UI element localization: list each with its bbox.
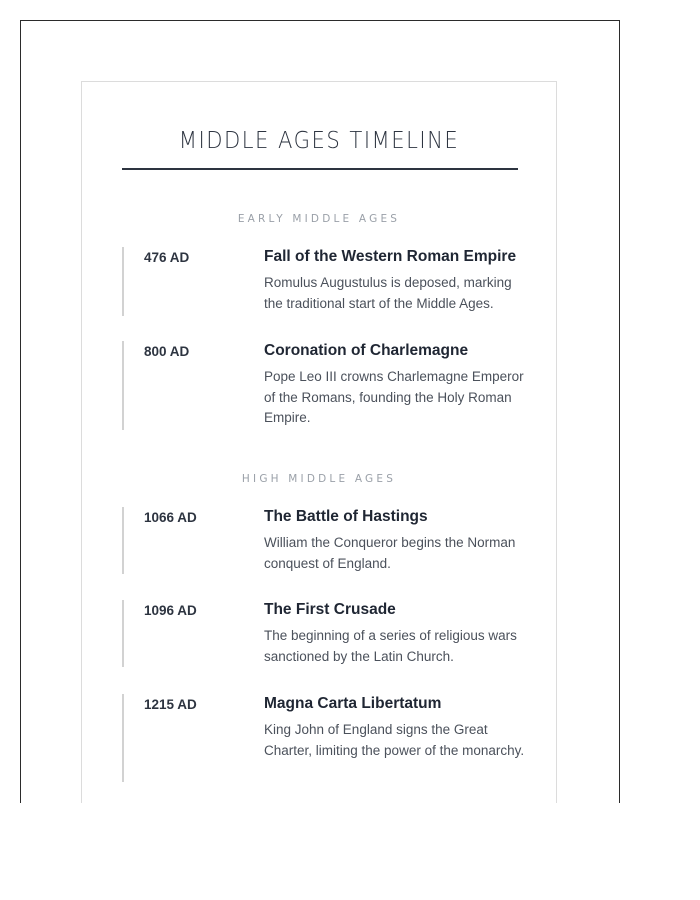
title-divider bbox=[122, 168, 518, 170]
timeline-event bbox=[122, 341, 524, 430]
event-description: King John of England signs the Great Charter, limiting the power of the monarchy. bbox=[264, 722, 525, 758]
timeline-card bbox=[81, 81, 557, 803]
timeline-event bbox=[122, 694, 525, 782]
page-title: MIDDLE AGES TIMELINE bbox=[178, 128, 460, 154]
event-title: The First Crusade bbox=[264, 601, 396, 618]
section-label-early-middle-ages: EARLY MIDDLE AGES bbox=[237, 213, 401, 225]
timeline-event bbox=[122, 600, 518, 667]
event-description: William the Conqueror begins the Norman conquest of England. bbox=[264, 535, 516, 571]
timeline-event bbox=[122, 507, 518, 574]
event-description: Pope Leo III crowns Charlemagne Emperor of the Romans, founding the Holy Roman Empire. bbox=[264, 369, 524, 425]
event-body bbox=[264, 694, 526, 761]
event-date: 1066 AD bbox=[144, 510, 197, 525]
event-body bbox=[264, 341, 526, 429]
event-title: The Battle of Hastings bbox=[264, 508, 428, 525]
event-date: 800 AD bbox=[144, 344, 190, 359]
event-description: Romulus Augustulus is deposed, marking the traditional start of the Middle Ages. bbox=[264, 275, 512, 311]
event-title: Magna Carta Libertatum bbox=[264, 695, 442, 712]
event-body bbox=[264, 600, 526, 667]
timeline-event bbox=[122, 247, 518, 316]
event-title: Fall of the Western Roman Empire bbox=[264, 248, 517, 265]
event-date: 1215 AD bbox=[144, 697, 197, 712]
event-title: Coronation of Charlemagne bbox=[264, 342, 469, 359]
section-label-high-middle-ages: HIGH MIDDLE AGES bbox=[241, 473, 397, 485]
event-description: The beginning of a series of religious wars sanctioned by the Latin Church. bbox=[264, 628, 517, 664]
event-body bbox=[264, 247, 526, 314]
page-frame bbox=[20, 20, 620, 803]
event-date: 476 AD bbox=[144, 250, 190, 265]
event-date: 1096 AD bbox=[144, 603, 197, 618]
event-body bbox=[264, 507, 526, 574]
